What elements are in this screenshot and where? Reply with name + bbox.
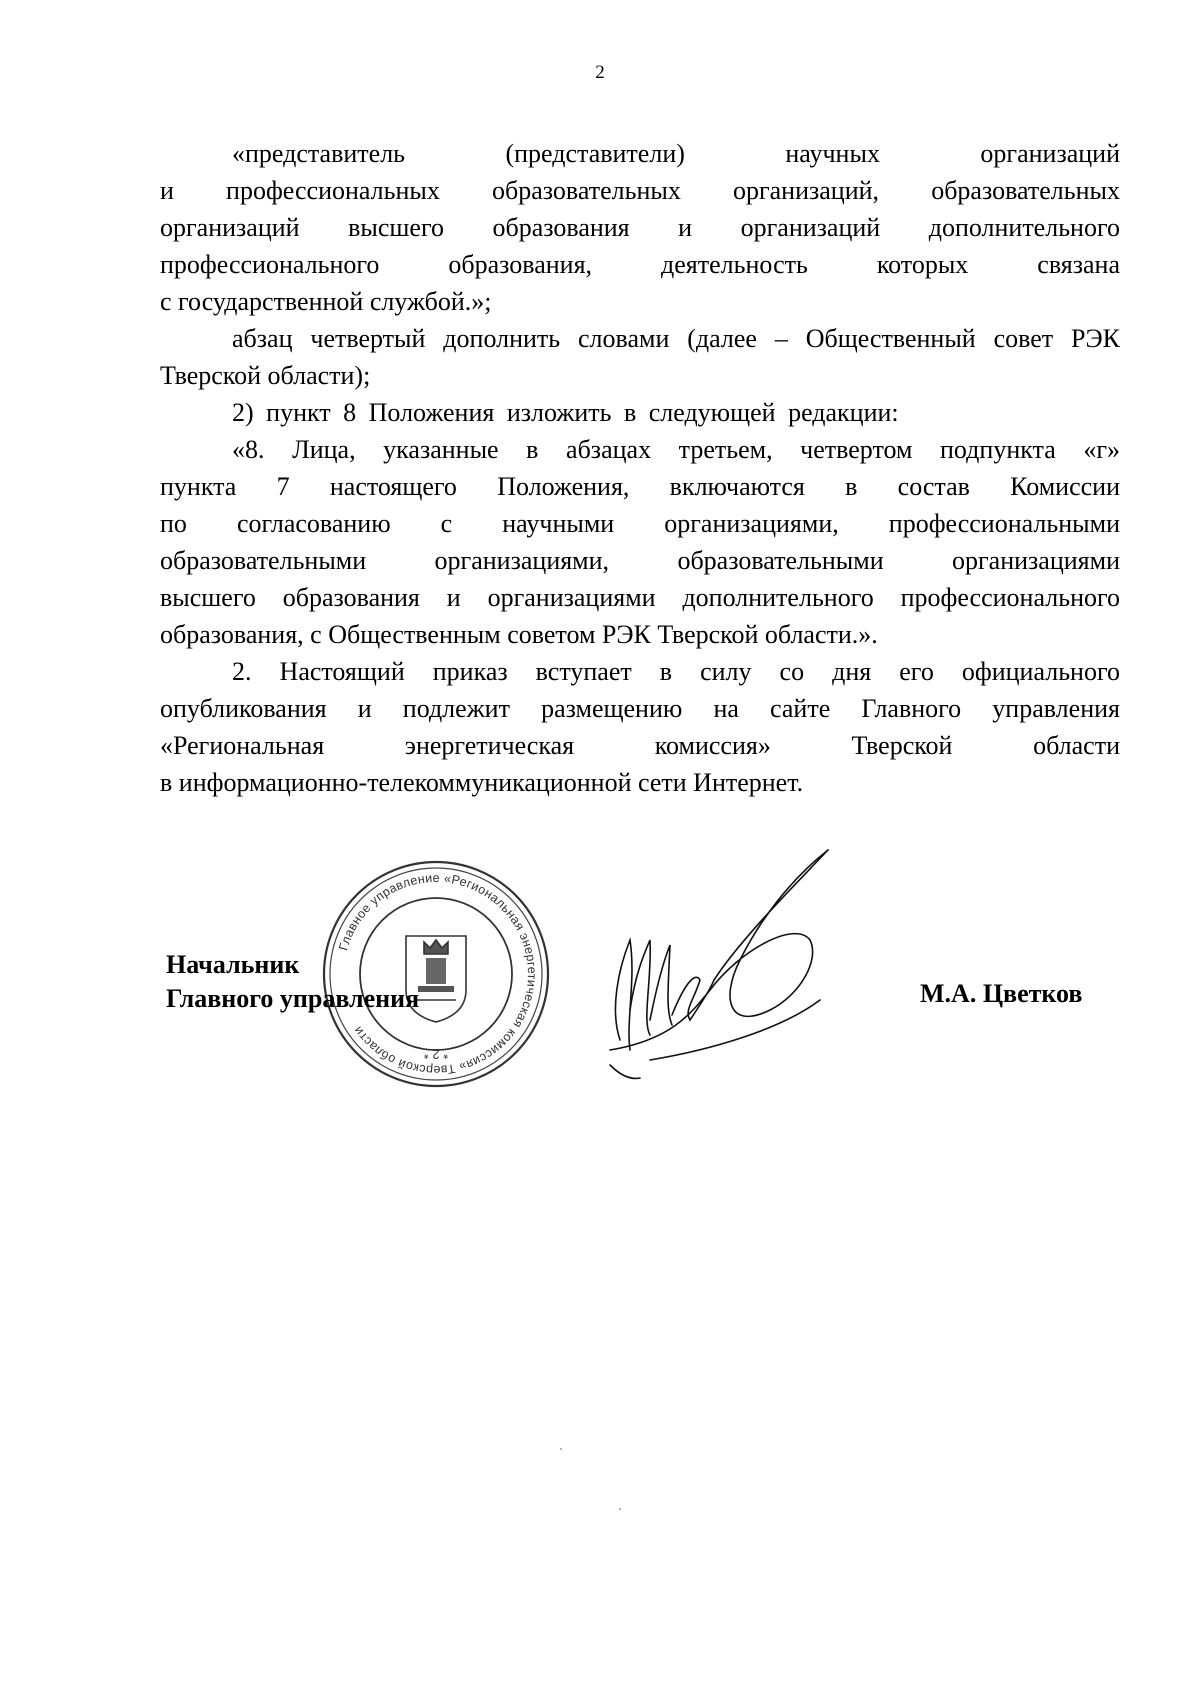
text-line: в информационно-телекоммуникационной сети Интернет. bbox=[160, 768, 804, 797]
text-line: образования, с Общественным советом РЭК Тверской области.». bbox=[160, 620, 878, 649]
text-line: и профессиональных образовательных организаций, образовательных bbox=[160, 176, 1120, 205]
text-line: Тверской области); bbox=[160, 361, 371, 390]
signer-position-line-1: Начальник bbox=[166, 950, 300, 979]
text-line: с государственной службой.»; bbox=[160, 287, 492, 316]
official-stamp bbox=[320, 858, 552, 1090]
signer-name: М.А. Цветков bbox=[920, 979, 1083, 1008]
text-line: образовательными организациями, образовательными организациями bbox=[160, 546, 1120, 575]
text-line: 2. Настоящий приказ вступает в силу со дня его официального bbox=[232, 657, 1120, 686]
text-line: опубликования и подлежит размещению на сайте Главного управления bbox=[160, 694, 1120, 723]
text-line: организаций высшего образования и организаций дополнительного bbox=[160, 213, 1120, 242]
handwritten-signature bbox=[590, 830, 890, 1090]
text-line: «Региональная энергетическая комиссия» Тверской области bbox=[160, 731, 1120, 760]
text-line: пункта 7 настоящего Положения, включаются в состав Комиссии bbox=[160, 472, 1120, 501]
text-line: по согласованию с научными организациями, профессиональными bbox=[160, 509, 1120, 538]
stamp-number: * 2 * bbox=[423, 1047, 449, 1062]
text-line: высшего образования и организациями дополнительного профессионального bbox=[160, 583, 1120, 612]
text-line: «8. Лица, указанные в абзацах третьем, четвертом подпункта «г» bbox=[232, 435, 1120, 464]
stamp-outer-text: Главное управление «Региональная энергетическая комиссия» Тверской области bbox=[336, 870, 540, 1078]
scan-artifact bbox=[560, 1448, 562, 1450]
page-number: 2 bbox=[595, 62, 605, 83]
text-line: «представитель (представители) научных организаций bbox=[232, 139, 1120, 168]
scan-artifact bbox=[619, 1508, 621, 1510]
text-line: абзац четвертый дополнить словами (далее – Общественный совет РЭК bbox=[232, 324, 1120, 353]
text-line: профессионального образования, деятельность которых связана bbox=[160, 250, 1120, 279]
text-line: 2) пункт 8 Положения изложить в следующей редакции: bbox=[232, 398, 899, 427]
signer-position-line-2: Главного управления bbox=[166, 984, 420, 1013]
